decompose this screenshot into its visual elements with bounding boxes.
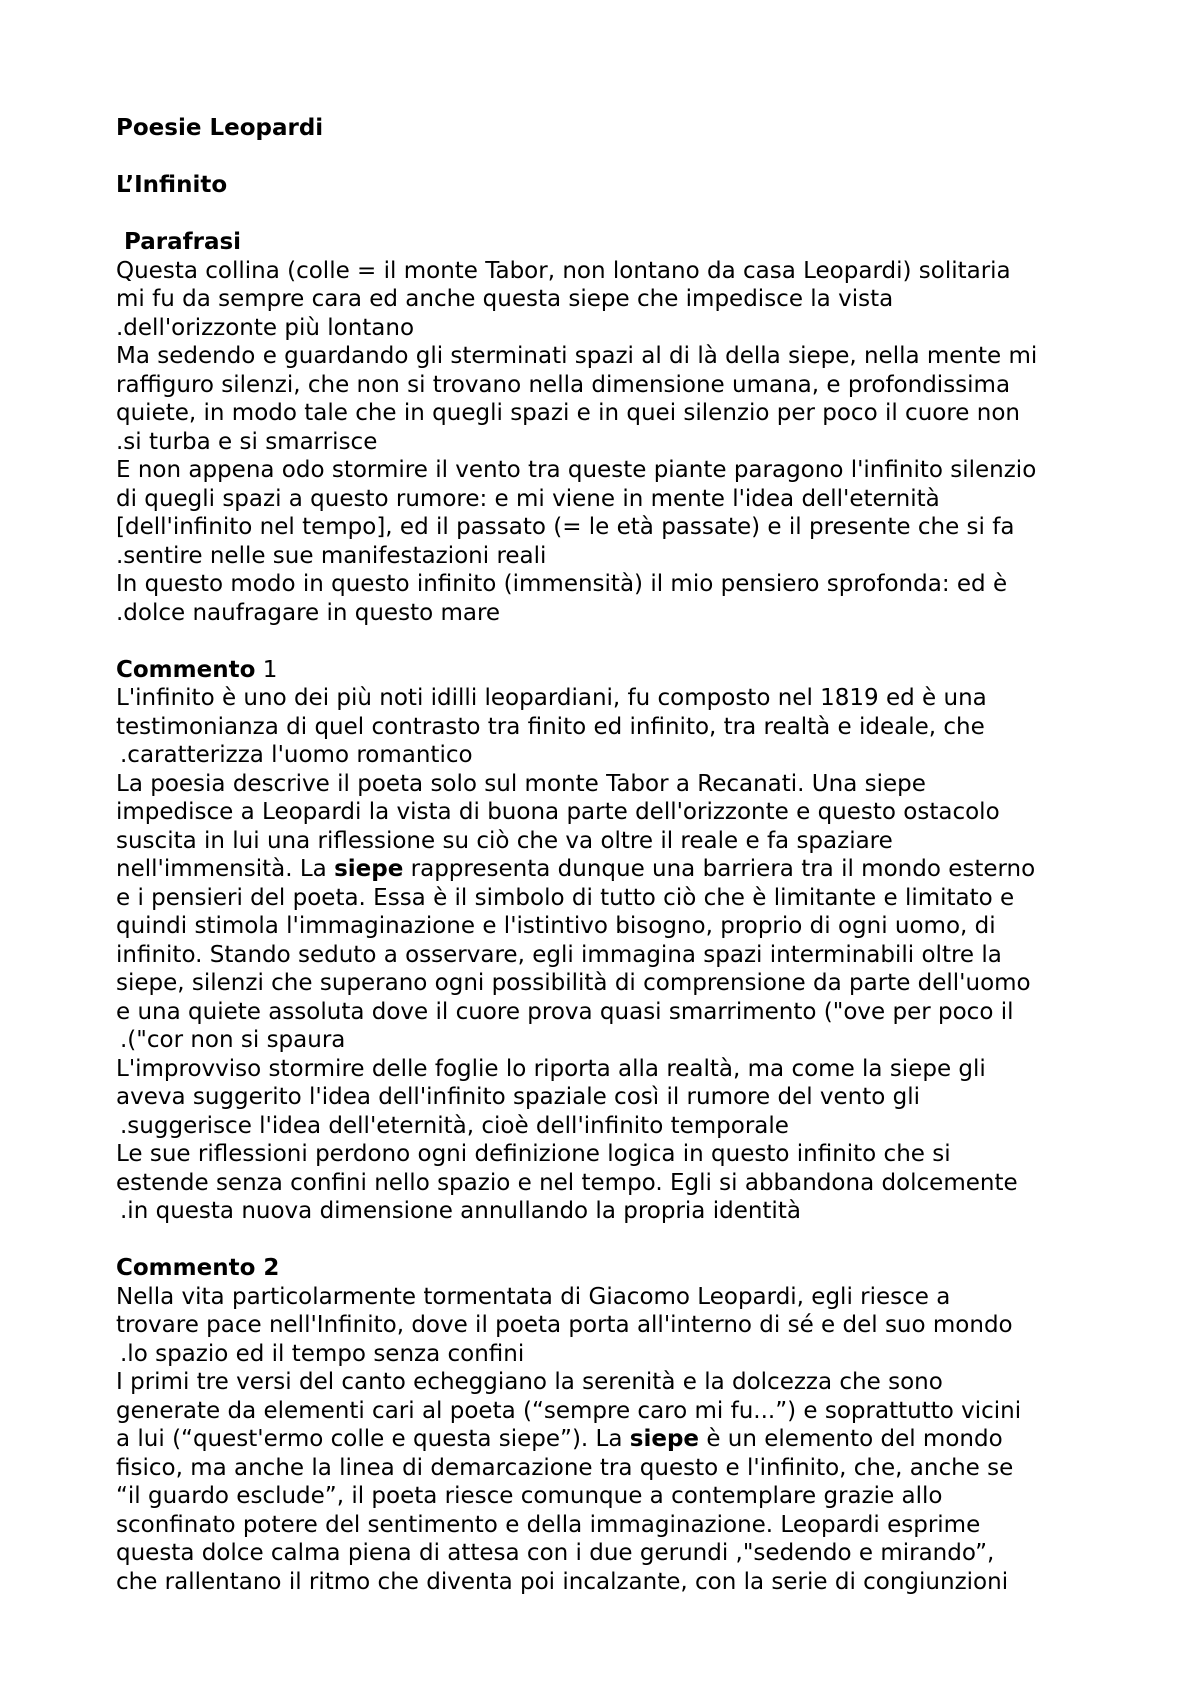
paragraph-line-siepe [116, 1425, 1116, 1454]
commento1-heading-number: 1 [255, 656, 278, 683]
paragraph-line: In questo modo in questo infinito (immensità) il mio pensiero sprofonda: ed è [116, 571, 1008, 597]
text-segment: rappresenta dunque una barriera tra il mondo esterno [403, 856, 1036, 882]
paragraph-line: impedisce a Leopardi la vista di buona parte dell'orizzonte e questo ostacolo [116, 799, 1000, 825]
paragraph-line: Ma sedendo e guardando gli sterminati spazi al di là della siepe, nella mente mi [116, 343, 1038, 369]
paragraph-line: .suggerisce l'idea dell'eternità, cioè dell'infinito temporale [120, 1112, 789, 1139]
spacer [116, 627, 1116, 656]
bold-term-siepe: siepe [334, 856, 404, 882]
paragraph-line: mi fu da sempre cara ed anche questa siepe che impedisce la vista [116, 286, 894, 312]
paragraph-line: e una quiete assoluta dove il cuore prova quasi smarrimento ("ove per poco il [116, 998, 1014, 1025]
spacer [116, 200, 1116, 229]
paragraph-line: [dell'infinito nel tempo], ed il passato (= le età passate) e il presente che si fa [116, 514, 1015, 540]
bold-term-siepe: siepe [629, 1426, 700, 1452]
paragraph-line: aveva suggerito l'idea dell'infinito spaziale così il rumore del vento gli [116, 1084, 921, 1110]
paragraph-line: .caratterizza l'uomo romantico [120, 742, 473, 768]
paragraph-line: Le sue riflessioni perdono ogni definizione logica in questo infinito che si [116, 1141, 951, 1167]
paragraph-line: I primi tre versi del canto echeggiano la serenità e la dolcezza che sono [116, 1369, 943, 1395]
spacer [116, 143, 1116, 172]
commento1-heading [116, 656, 1116, 685]
paragraph-line: L'infinito è uno dei più noti idilli leopardiani, fu composto nel 1819 ed è una [116, 685, 987, 711]
paragraph-line: “il guardo esclude”, il poeta riesce comunque a contemplare grazie allo [116, 1483, 943, 1509]
paragraph-line: quiete, in modo tale che in quegli spazi e in quei silenzio per poco il cuore non [116, 400, 1020, 426]
paragraph-line: E non appena odo stormire il vento tra queste piante paragono l'infinito silenzio [116, 457, 1037, 483]
paragraph-line: Nella vita particolarmente tormentata di Giacomo Leopardi, egli riesce a [116, 1283, 951, 1310]
paragraph-line: questa dolce calma piena di attesa con i due gerundi ,"sedendo e mirando”, [116, 1540, 995, 1566]
paragraph-line: testimonianza di quel contrasto tra finito ed infinito, tra realtà e ideale, che [116, 713, 985, 740]
paragraph-line: .si turba e si smarrisce [116, 428, 378, 455]
paragraph-line: suscita in lui una riflessione su ciò che va oltre il reale e fa spaziare [116, 827, 893, 854]
parafrasi-heading: Parafrasi [124, 229, 242, 255]
paragraph-line: infinito. Stando seduto a osservare, egli immagina spazi interminabili oltre la [116, 941, 1002, 968]
text-segment: è un elemento del mondo [699, 1426, 1003, 1452]
paragraph-line: .sentire nelle sue manifestazioni reali [116, 542, 547, 569]
poem-title: L’Infinito [116, 172, 228, 198]
paragraph-line: .dolce naufragare in questo mare [116, 599, 501, 626]
text-segment: a lui (“quest'ermo colle e questa siepe”). La [116, 1426, 630, 1452]
paragraph-line: quindi stimola l'immaginazione e l'istintivo bisogno, proprio di ogni uomo, di [116, 913, 996, 939]
paragraph-line: sconfinato potere del sentimento e della immaginazione. Leopardi esprime [116, 1511, 981, 1538]
paragraph-line: che rallentano il ritmo che diventa poi incalzante, con la serie di congiunzioni [116, 1568, 1009, 1595]
paragraph-line: estende senza confini nello spazio e nel tempo. Egli si abbandona dolcemente [116, 1169, 1018, 1196]
paragraph-line: .in questa nuova dimensione annullando la propria identità [120, 1198, 801, 1224]
paragraph-line: La poesia descrive il poeta solo sul monte Tabor a Recanati. Una siepe [116, 770, 926, 797]
paragraph-line: di quegli spazi a questo rumore: e mi viene in mente l'idea dell'eternità [116, 485, 940, 512]
paragraph-line: .lo spazio ed il tempo senza confini [120, 1340, 525, 1367]
paragraph-line: .("cor non si spaura [120, 1027, 346, 1053]
commento1-heading-label: Commento [116, 656, 256, 683]
document-content [116, 114, 1116, 1596]
paragraph-line: generate da elementi cari al poeta (“sempre caro mi fu...”) e soprattutto vicini [116, 1397, 1022, 1424]
spacer [116, 1226, 1116, 1255]
paragraph-line: trovare pace nell'Infinito, dove il poeta porta all'interno di sé e del suo mondo [116, 1312, 1013, 1338]
paragraph-line: Questa collina (colle = il monte Tabor, non lontano da casa Leopardi) solitaria [116, 257, 1011, 284]
paragraph-line: raffiguro silenzi, che non si trovano nella dimensione umana, e profondissima [116, 371, 1011, 398]
commento2-heading: Commento 2 [116, 1255, 280, 1281]
paragraph-line: siepe, silenzi che superano ogni possibilità di comprensione da parte dell'uomo [116, 970, 1031, 996]
paragraph-line: L'improvviso stormire delle foglie lo riporta alla realtà, ma come la siepe gli [116, 1055, 986, 1082]
paragraph-line-siepe [116, 855, 1116, 884]
text-segment: nell'immensità. La [116, 856, 335, 882]
paragraph-line: e i pensieri del poeta. Essa è il simbolo di tutto ciò che è limitante e limitato e [116, 884, 1015, 911]
document-title: Poesie Leopardi [116, 115, 324, 141]
paragraph-line: fisico, ma anche la linea di demarcazione tra questo e l'infinito, che, anche se [116, 1454, 1014, 1481]
paragraph-line: .dell'orizzonte più lontano [116, 314, 415, 341]
